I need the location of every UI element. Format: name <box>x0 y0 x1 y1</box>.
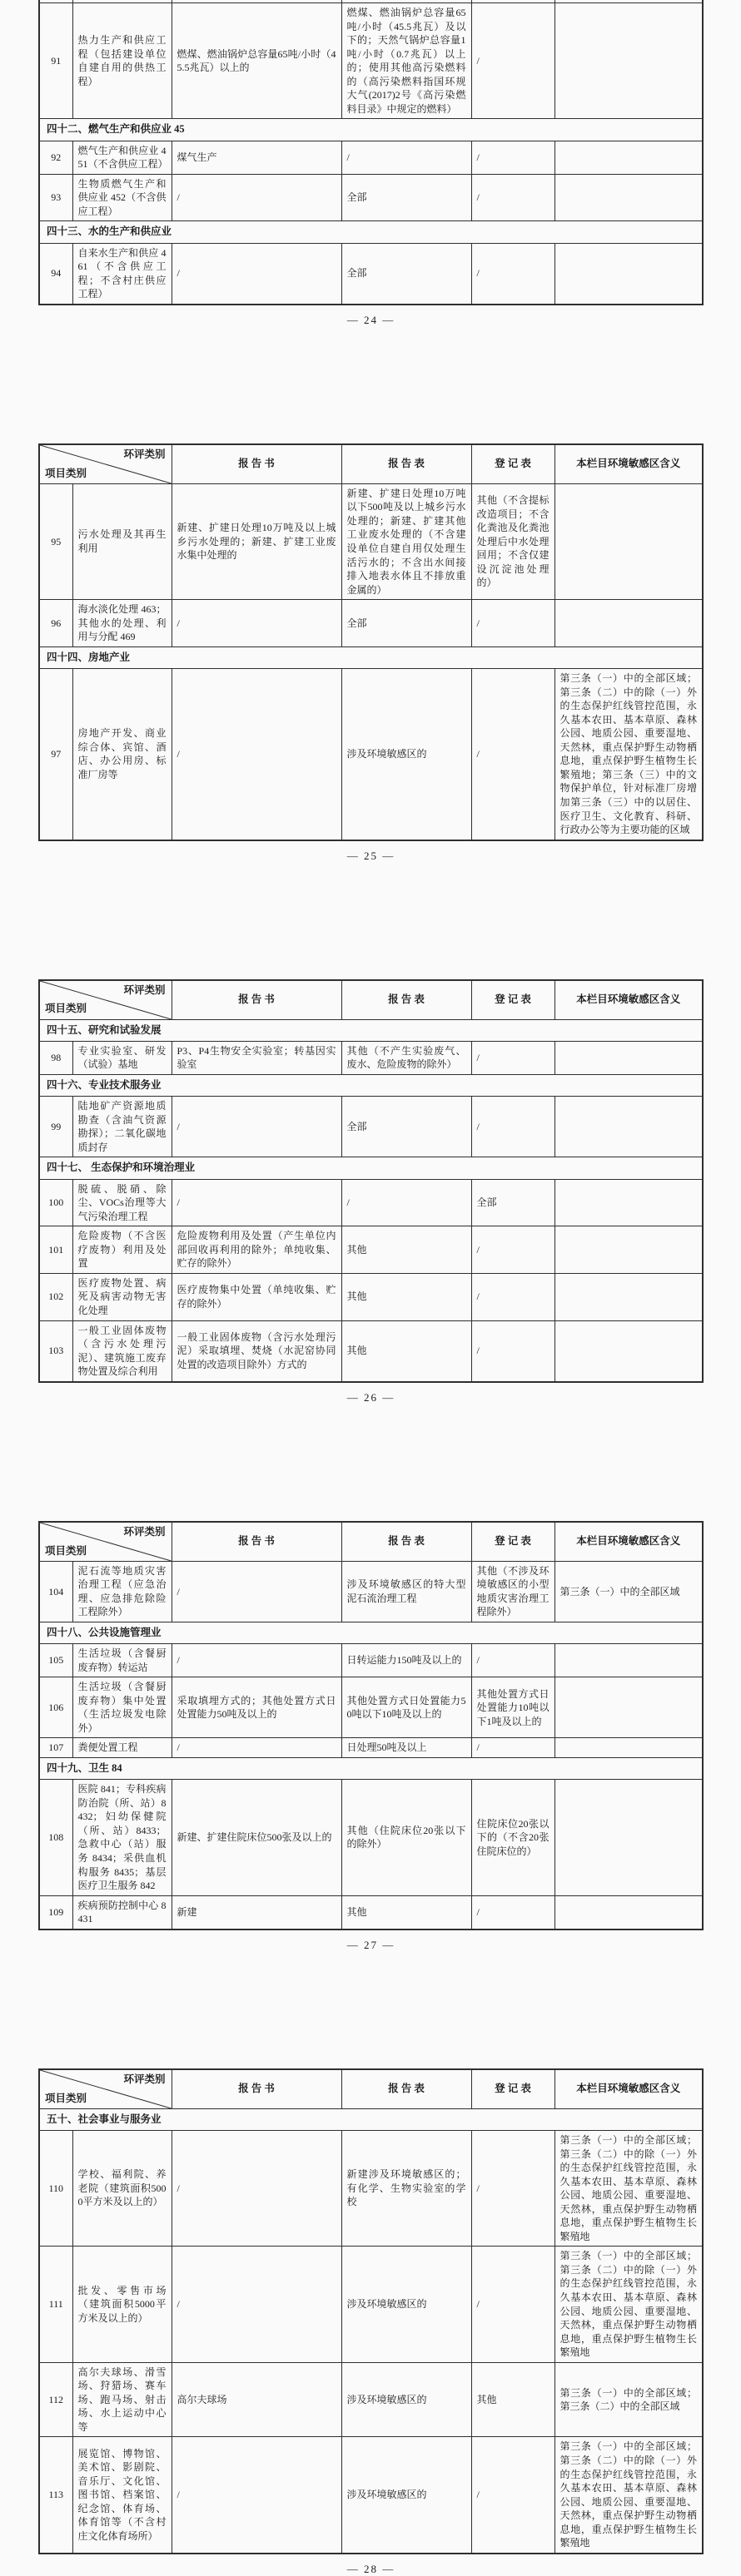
cell-registration-form: / <box>471 1226 555 1274</box>
cell-report-form: 燃煤、燃油锅炉总容量65吨/小时（45.5兆瓦）及以下的；天然气锅炉总容量1吨/小时（0.7兆瓦）以上的；使用其他高污染燃料的（高污染燃料指国环规大气(2017)2号《高污染燃料目录》中规定的燃料） <box>341 3 471 119</box>
column-header-sensitive-area-meaning: 本栏目环境敏感区含义 <box>555 444 703 484</box>
column-header-registration-form: 登 记 表 <box>471 2069 555 2109</box>
cell-report-book: / <box>172 1561 341 1622</box>
cell-project-category: 房地产开发、商业综合体、宾馆、酒店、办公用房、标准厂房等 <box>72 669 172 840</box>
corner-header-cell <box>39 980 172 1020</box>
cell-report-book: 危险废物利用及处置（产生单位内部回收再利用的除外；单纯收集、贮存的除外） <box>172 1226 341 1274</box>
cell-item-number: 109 <box>39 1895 72 1930</box>
cell-report-book: / <box>172 243 341 305</box>
cell-sensitive-area <box>555 1320 703 1382</box>
table-row <box>39 1097 703 1157</box>
cell-sensitive-area <box>555 1179 703 1226</box>
cell-sensitive-area <box>555 141 703 174</box>
eia-class-label: 环评类别 <box>123 1525 166 1538</box>
table-row <box>39 1644 703 1677</box>
cell-report-book: 煤气生产 <box>172 141 341 174</box>
cell-registration-form: / <box>471 3 555 119</box>
cell-registration-form: 其他（不涉及环境敏感区的小型地质灾害治理工程除外） <box>471 1561 555 1622</box>
cell-item-number: 95 <box>39 483 72 599</box>
cell-report-form: 日处理50吨及以上 <box>341 1738 471 1758</box>
cell-sensitive-area <box>555 1644 703 1677</box>
column-header-sensitive-area-meaning: 本栏目环境敏感区含义 <box>555 1522 703 1562</box>
table-header-row <box>39 1522 703 1562</box>
cell-report-book: 采取填埋方式的；其他处置方式日处置能力50吨及以上的 <box>172 1677 341 1738</box>
section-title: 四十八、公共设施管理业 <box>39 1622 703 1643</box>
cell-registration-form: 住院床位20张以下的（不含20张住院床位的） <box>471 1780 555 1895</box>
cell-report-form: / <box>341 1179 471 1226</box>
cell-registration-form: / <box>471 2247 555 2362</box>
cell-item-number: 107 <box>39 1738 72 1758</box>
cell-sensitive-area <box>555 1738 703 1758</box>
cell-sensitive-area: 第三条（一）中的全部区域；第三条（二）中的全部区域 <box>555 2362 703 2437</box>
table-row <box>39 2247 703 2362</box>
page-number: — 25 — <box>346 849 395 862</box>
cell-registration-form: / <box>471 1895 555 1930</box>
column-header-report-form: 报 告 表 <box>341 980 471 1020</box>
section-title: 四十七、 生态保护和环境治理业 <box>39 1157 703 1179</box>
column-header-report-form: 报 告 表 <box>341 444 471 484</box>
cell-sensitive-area: 第三条（一）中的全部区域；第三条（二）中的除（一）外的生态保护红线管控范围，永久基本农田、基本草原、森林公园、地质公园、重要湿地、天然林，重点保护野生动物栖息地，重点保护野生植物生长繁殖地 <box>555 2131 703 2247</box>
cell-report-book: 高尔夫球场 <box>172 2362 341 2437</box>
cell-report-form: 其他 <box>341 1226 471 1274</box>
cell-project-category: 污水处理及其再生利用 <box>72 483 172 599</box>
table-row <box>39 174 703 221</box>
eia-class-label: 环评类别 <box>123 448 166 460</box>
section-title: 四十三、水的生产和供应业 <box>39 221 703 243</box>
corner-header-cell <box>39 2069 172 2109</box>
cell-project-category: 专业实验室、研发（试验）基地 <box>72 1041 172 1074</box>
cell-sensitive-area: 第三条（一）中的全部区域；第三条（二）中的除（一）外的生态保护红线管控范围，永久基本农田、基本草原、森林公园、地质公园、重要湿地、天然林，重点保护野生动物栖息地，重点保护野生植物生长繁殖地 <box>555 2437 703 2554</box>
cell-registration-form: / <box>471 243 555 305</box>
cell-report-book: / <box>172 669 341 840</box>
table-row <box>39 1273 703 1320</box>
cell-item-number: 102 <box>39 1273 72 1320</box>
project-class-label: 项目类别 <box>45 1544 87 1557</box>
cell-registration-form: / <box>471 1273 555 1320</box>
cell-item-number: 111 <box>39 2247 72 2362</box>
cell-item-number: 108 <box>39 1780 72 1895</box>
cell-item-number: 96 <box>39 600 72 647</box>
cell-sensitive-area <box>555 1895 703 1930</box>
cell-project-category: 粪便处置工程 <box>72 1738 172 1758</box>
cell-item-number: 105 <box>39 1644 72 1677</box>
cell-item-number: 112 <box>39 2362 72 2437</box>
column-header-report-book: 报 告 书 <box>172 1522 341 1562</box>
cell-project-category: 生活垃圾（含餐厨废弃物）集中处置（生活垃圾发电除外） <box>72 1677 172 1738</box>
cell-report-form: 新建涉及环境敏感区的；有化学、生物实验室的学校 <box>341 2131 471 2247</box>
cell-report-form: 新建、扩建日处理10万吨以下500吨及以上城乡污水处理的；新建、扩建其他工业废水处理的（不含建设单位自建自用仅处理生活污水的；不含出水间接排入地表水体且不排放重金属的） <box>341 483 471 599</box>
cell-project-category: 热力生产和供应工程（包括建设单位自建自用的供热工程） <box>72 3 172 119</box>
corner-header-cell <box>39 1522 172 1562</box>
cell-registration-form: / <box>471 1041 555 1074</box>
cell-registration-form: / <box>471 1320 555 1382</box>
section-row <box>39 646 703 668</box>
project-class-label: 项目类别 <box>45 1003 87 1015</box>
page-number: — 28 — <box>346 2562 395 2575</box>
cell-report-form: 其他处置方式日处置能力50吨以下10吨及以上的 <box>341 1677 471 1738</box>
cell-item-number: 94 <box>39 243 72 305</box>
cell-report-book: / <box>172 174 341 221</box>
cell-project-category: 生物质燃气生产和供应业 452（不含供应工程） <box>72 174 172 221</box>
cell-item-number: 92 <box>39 141 72 174</box>
eia-classification-table <box>38 979 704 1383</box>
cell-report-form: 其他（住院床位20张以下的除外） <box>341 1780 471 1895</box>
cell-report-book: / <box>172 2131 341 2247</box>
cell-project-category: 批发、零售市场（建筑面积5000平方米及以上的） <box>72 2247 172 2362</box>
cell-project-category: 医疗废物处置、病死及病害动物无害化处理 <box>72 1273 172 1320</box>
cell-item-number: 101 <box>39 1226 72 1274</box>
cell-sensitive-area <box>555 1041 703 1074</box>
page-27 <box>38 1521 704 1952</box>
cell-sensitive-area <box>555 1780 703 1895</box>
table-row <box>39 1226 703 1274</box>
table-row <box>39 1780 703 1895</box>
page-24 <box>38 0 704 327</box>
cell-registration-form: 其他处置方式日处置能力10吨以下1吨及以上的 <box>471 1677 555 1738</box>
table-header-row <box>39 444 703 484</box>
cell-item-number: 91 <box>39 3 72 119</box>
table-header-row <box>39 980 703 1020</box>
cell-item-number: 93 <box>39 174 72 221</box>
cell-report-book: 新建、扩建住院床位500张及以上的 <box>172 1780 341 1895</box>
table-row <box>39 669 703 840</box>
cell-item-number: 106 <box>39 1677 72 1738</box>
cell-sensitive-area: 第三条（一）中的全部区域 <box>555 1561 703 1622</box>
cell-registration-form: 其他 <box>471 2362 555 2437</box>
cell-project-category: 海水淡化处理 463；其他水的处理、利用与分配 469 <box>72 600 172 647</box>
section-row <box>39 1074 703 1096</box>
cell-report-form: 全部 <box>341 243 471 305</box>
cell-report-form: 全部 <box>341 600 471 647</box>
cell-registration-form: / <box>471 600 555 647</box>
cell-sensitive-area <box>555 243 703 305</box>
table-row <box>39 243 703 305</box>
page-number: — 27 — <box>346 1938 395 1951</box>
column-header-report-form: 报 告 表 <box>341 1522 471 1562</box>
cell-sensitive-area <box>555 1226 703 1274</box>
cell-report-form: 涉及环境敏感区的 <box>341 2437 471 2554</box>
page-25 <box>38 443 704 863</box>
cell-project-category: 一般工业固体废物（含污水处理污泥）、建筑施工废弃物处置及综合利用 <box>72 1320 172 1382</box>
column-header-report-book: 报 告 书 <box>172 2069 341 2109</box>
eia-classification-table <box>38 0 704 305</box>
cell-registration-form: 其他（不含提标改造项目；不含化粪池及化粪池处理后中水处理回用；不含仅建设沉淀池处理的） <box>471 483 555 599</box>
cell-report-book: / <box>172 2247 341 2362</box>
cell-report-book: / <box>172 1644 341 1677</box>
section-row <box>39 119 703 141</box>
table-row <box>39 141 703 174</box>
cell-sensitive-area <box>555 174 703 221</box>
cell-report-form: 其他 <box>341 1895 471 1930</box>
cell-registration-form: / <box>471 669 555 840</box>
cell-project-category: 泥石流等地质灾害治理工程（应急治理、应急排危除险工程除外） <box>72 1561 172 1622</box>
cell-sensitive-area <box>555 1677 703 1738</box>
cell-report-form: 涉及环境敏感区的特大型泥石流治理工程 <box>341 1561 471 1622</box>
cell-project-category: 自来水生产和供应 461（不含供应工程；不含村庄供应工程） <box>72 243 172 305</box>
cell-project-category: 学校、福利院、养老院（建筑面积5000平方米及以上的） <box>72 2131 172 2247</box>
table-row <box>39 1895 703 1930</box>
cell-report-book: / <box>172 600 341 647</box>
cell-project-category: 疾病预防控制中心 8431 <box>72 1895 172 1930</box>
corner-header-cell <box>39 444 172 484</box>
page-number: — 26 — <box>346 1390 395 1404</box>
eia-class-label: 环评类别 <box>123 983 166 996</box>
section-row <box>39 2108 703 2130</box>
column-header-sensitive-area-meaning: 本栏目环境敏感区含义 <box>555 2069 703 2109</box>
table-row <box>39 1738 703 1758</box>
cell-registration-form: / <box>471 1738 555 1758</box>
cell-report-book: P3、P4生物安全实验室；转基因实验室 <box>172 1041 341 1074</box>
table-row <box>39 600 703 647</box>
section-row <box>39 1019 703 1041</box>
cell-item-number: 104 <box>39 1561 72 1622</box>
section-title: 四十五、研究和试验发展 <box>39 1019 703 1041</box>
cell-sensitive-area <box>555 600 703 647</box>
column-header-report-book: 报 告 书 <box>172 980 341 1020</box>
cell-report-book: / <box>172 1738 341 1758</box>
cell-project-category: 医院 841；专科疾病防治院（所、站）8432；妇幼保健院（所、站）8433；急救中心（站）服务 8434；采供血机构服务 8435；基层医疗卫生服务 842 <box>72 1780 172 1895</box>
table-row <box>39 1320 703 1382</box>
cell-report-book: 燃煤、燃油锅炉总容量65吨/小时（45.5兆瓦）以上的 <box>172 3 341 119</box>
cell-registration-form: / <box>471 1644 555 1677</box>
cell-registration-form: / <box>471 141 555 174</box>
table-row <box>39 3 703 119</box>
table-row <box>39 1041 703 1074</box>
project-class-label: 项目类别 <box>45 2092 87 2104</box>
cell-report-book: / <box>172 1179 341 1226</box>
cell-sensitive-area: 第三条（一）中的全部区域；第三条（二）中的除（一）外的生态保护红线管控范围，永久基本农田、基本草原、森林公园、地质公园、重要湿地、天然林，重点保护野生动物栖息地，重点保护野生植物生长繁殖地 <box>555 2247 703 2362</box>
table-row <box>39 2437 703 2554</box>
cell-registration-form: / <box>471 1097 555 1157</box>
section-row <box>39 1758 703 1780</box>
cell-registration-form: / <box>471 2131 555 2247</box>
cell-report-book: 新建、扩建日处理10万吨及以上城乡污水处理的；新建、扩建工业废水集中处理的 <box>172 483 341 599</box>
cell-report-form: 涉及环境敏感区的 <box>341 669 471 840</box>
cell-sensitive-area <box>555 1273 703 1320</box>
cell-item-number: 113 <box>39 2437 72 2554</box>
cell-project-category: 展览馆、博物馆、美术馆、影剧院、音乐厅、文化馆、图书馆、档案馆、纪念馆、体育场、体育馆等（不含村庄文化体育场所） <box>72 2437 172 2554</box>
cell-report-form: 全部 <box>341 174 471 221</box>
column-header-registration-form: 登 记 表 <box>471 444 555 484</box>
section-row <box>39 1157 703 1179</box>
table-row <box>39 2131 703 2247</box>
cell-report-form: 全部 <box>341 1097 471 1157</box>
column-header-report-form: 报 告 表 <box>341 2069 471 2109</box>
section-title: 四十九、卫生 84 <box>39 1758 703 1780</box>
cell-report-book: 一般工业固体废物（含污水处理污泥）采取填埋、焚烧（水泥窑协同处置的改造项目除外）方式的 <box>172 1320 341 1382</box>
section-row <box>39 221 703 243</box>
cell-sensitive-area <box>555 1097 703 1157</box>
section-title: 四十二、燃气生产和供应业 45 <box>39 119 703 141</box>
cell-report-book: 医疗废物集中处置（单纯收集、贮存的除外） <box>172 1273 341 1320</box>
eia-classification-table <box>38 443 704 841</box>
cell-report-form: / <box>341 141 471 174</box>
cell-item-number: 99 <box>39 1097 72 1157</box>
cell-item-number: 100 <box>39 1179 72 1226</box>
table-row <box>39 1677 703 1738</box>
cell-project-category: 生活垃圾（含餐厨废弃物）转运站 <box>72 1644 172 1677</box>
cell-registration-form: / <box>471 174 555 221</box>
cell-report-form: 日转运能力150吨及以上的 <box>341 1644 471 1677</box>
cell-item-number: 97 <box>39 669 72 840</box>
cell-project-category: 陆地矿产资源地质勘查（含油气资源勘探）；二氧化碳地质封存 <box>72 1097 172 1157</box>
eia-class-label: 环评类别 <box>123 2073 166 2085</box>
eia-classification-table <box>38 1521 704 1930</box>
cell-sensitive-area <box>555 483 703 599</box>
table-header-row <box>39 2069 703 2109</box>
cell-report-book: 新建 <box>172 1895 341 1930</box>
cell-item-number: 98 <box>39 1041 72 1074</box>
cell-report-form: 涉及环境敏感区的 <box>341 2247 471 2362</box>
cell-report-form: 涉及环境敏感区的 <box>341 2362 471 2437</box>
cell-project-category: 高尔夫球场、滑雪场、狩猎场、赛车场、跑马场、射击场、水上运动中心等 <box>72 2362 172 2437</box>
table-row <box>39 483 703 599</box>
column-header-sensitive-area-meaning: 本栏目环境敏感区含义 <box>555 980 703 1020</box>
cell-project-category: 脱硫、脱硝、除尘、VOCs治理等大气污染治理工程 <box>72 1179 172 1226</box>
cell-item-number: 110 <box>39 2131 72 2247</box>
cell-registration-form: / <box>471 2437 555 2554</box>
section-row <box>39 1622 703 1643</box>
cell-report-book: / <box>172 1097 341 1157</box>
cell-sensitive-area <box>555 3 703 119</box>
cell-report-book: / <box>172 2437 341 2554</box>
column-header-report-book: 报 告 书 <box>172 444 341 484</box>
table-row <box>39 1561 703 1622</box>
table-row <box>39 2362 703 2437</box>
cell-project-category: 燃气生产和供应业 451（不含供应工程） <box>72 141 172 174</box>
eia-classification-table <box>38 2068 704 2554</box>
project-class-label: 项目类别 <box>45 467 87 479</box>
cell-registration-form: 全部 <box>471 1179 555 1226</box>
cell-item-number: 103 <box>39 1320 72 1382</box>
cell-report-form: 其他（不产生实验废气、废水、危险废物的除外） <box>341 1041 471 1074</box>
table-row <box>39 1179 703 1226</box>
page-28 <box>38 2068 704 2576</box>
column-header-registration-form: 登 记 表 <box>471 980 555 1020</box>
cell-report-form: 其他 <box>341 1273 471 1320</box>
cell-sensitive-area: 第三条（一）中的全部区域；第三条（二）中的除（一）外的生态保护红线管控范围，永久基本农田、基本草原、森林公园、地质公园、重要湿地、天然林，重点保护野生动物栖息地，重点保护野生植物生长繁殖地；第三条（三）中的文物保护单位，针对标准厂房增加第三条（三）中的以居住、医疗卫生、文化教育、科研、行政办公等为主要功能的区域 <box>555 669 703 840</box>
cell-project-category: 危险废物（不含医疗废物）利用及处置 <box>72 1226 172 1274</box>
page-26 <box>38 979 704 1404</box>
section-title: 四十四、房地产业 <box>39 646 703 668</box>
page-number: — 24 — <box>346 313 395 326</box>
section-title: 五十、社会事业与服务业 <box>39 2108 703 2130</box>
column-header-registration-form: 登 记 表 <box>471 1522 555 1562</box>
section-title: 四十六、专业技术服务业 <box>39 1074 703 1096</box>
cell-report-form: 其他 <box>341 1320 471 1382</box>
